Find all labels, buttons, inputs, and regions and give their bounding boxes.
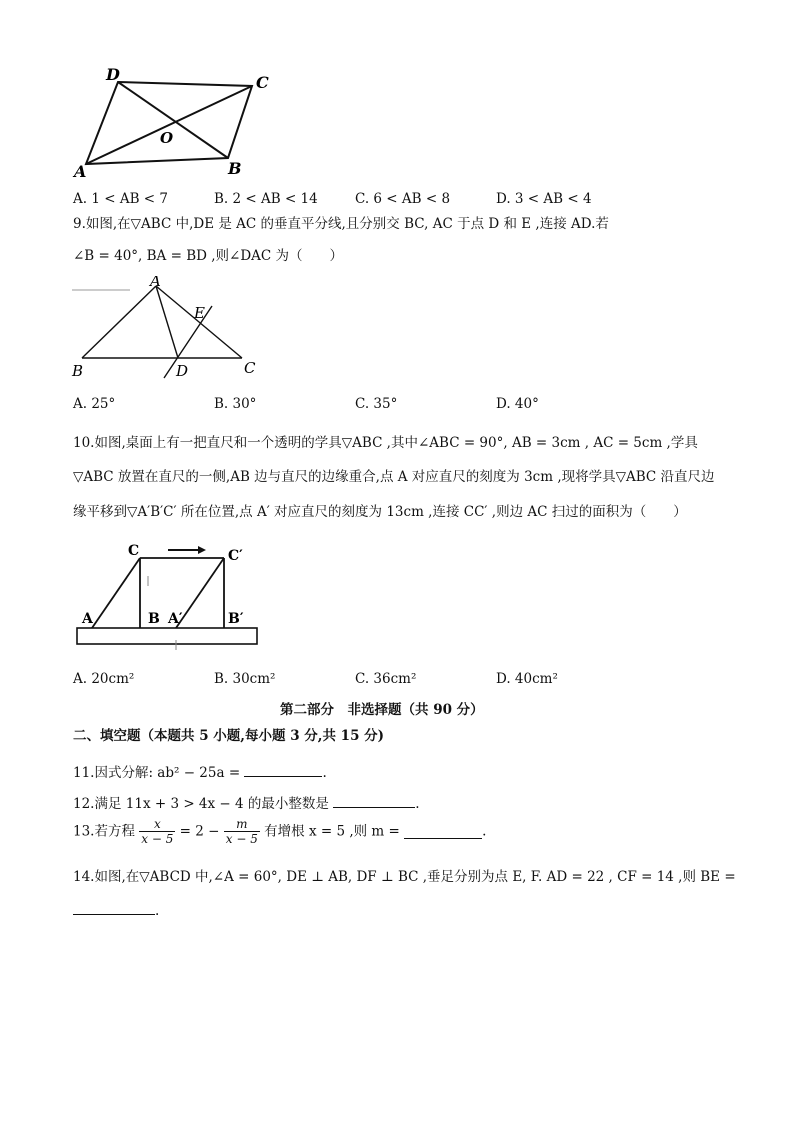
q9-triangle-figure [70, 276, 270, 384]
q11-answer-blank[interactable] [244, 762, 322, 777]
q10-option-a[interactable]: A. 20cm² [73, 671, 135, 687]
q8-option-c[interactable]: C. 6 < AB < 8 [355, 191, 451, 207]
q9-label-C: C [244, 359, 256, 377]
q8-label-B: B [228, 159, 242, 178]
q13-middle: = 2 − [179, 823, 220, 840]
q8-parallelogram-figure [70, 62, 280, 180]
fill-in-section-title: 二、填空题（本题共 5 小题,每小题 3 分,共 15 分) [73, 728, 385, 744]
q13-prefix: 13.若方程 [73, 823, 135, 840]
q13-question [73, 817, 486, 846]
q13-suffix: 有增根 x = 5 ,则 m = [264, 823, 400, 840]
q9-option-a[interactable]: A. 25° [73, 396, 116, 412]
q12-text: 12.满足 11x + 3 > 4x − 4 的最小整数是 [73, 796, 329, 812]
q13-frac2-denominator: x − 5 [225, 832, 258, 846]
q10-question-line1: 10.如图,桌面上有一把直尺和一个透明的学具▽ABC ,其中∠ABC = 90°, AB = 3cm , AC = 5cm ,学具 [73, 435, 698, 451]
q9-question-line1: 9.如图,在▽ABC 中,DE 是 AC 的垂直平分线,且分别交 BC, AC 于点 D 和 E ,连接 AD.若 [73, 216, 609, 232]
q13-answer-blank[interactable] [404, 824, 482, 839]
q10-option-c[interactable]: C. 36cm² [355, 671, 417, 687]
q12-end: . [415, 796, 420, 812]
q14-end: . [155, 903, 160, 919]
q8-label-A: A [74, 162, 87, 180]
q9-label-A: A [150, 276, 161, 290]
q13-fraction-1 [139, 817, 175, 846]
q10-question-line3: 缘平移到▽A′B′C′ 所在位置,点 A′ 对应直尺的刻度为 13cm ,连接 CC′ ,则边 AC 扫过的面积为（ ） [73, 504, 687, 520]
q10-label-B-prime: B′ [228, 611, 244, 627]
q10-label-C-prime: C′ [228, 548, 243, 564]
q13-frac1-numerator: x [139, 817, 175, 832]
q9-label-B: B [72, 362, 84, 380]
q10-option-d[interactable]: D. 40cm² [496, 671, 558, 687]
q8-label-O: O [160, 129, 174, 147]
q12-question [73, 793, 420, 813]
q9-label-E: E [194, 304, 205, 322]
q13-frac1-denominator: x − 5 [141, 832, 174, 846]
q13-fraction-2 [224, 817, 260, 846]
q11-end: . [322, 765, 327, 781]
q10-label-A-prime: A′ [168, 611, 183, 627]
q11-text: 11.因式分解: ab² − 25a = [73, 765, 241, 781]
q9-label-D: D [176, 362, 189, 380]
part2-heading: 第二部分 非选择题（共 90 分） [280, 702, 484, 718]
q8-label-D: D [106, 65, 120, 84]
q10-ruler-figure [70, 540, 270, 652]
q9-option-d[interactable]: D. 40° [496, 396, 539, 412]
q10-option-b[interactable]: B. 30cm² [214, 671, 276, 687]
q14-answer-line [73, 900, 159, 920]
q8-option-a[interactable]: A. 1 < AB < 7 [73, 191, 168, 207]
q14-question-line1: 14.如图,在▽ABCD 中,∠A = 60°, DE ⊥ AB, DF ⊥ BC ,垂足分别为点 E, F. AD = 22 , CF = 14 ,则 BE = [73, 869, 736, 885]
q13-frac2-numerator: m [224, 817, 260, 832]
q10-label-C: C [128, 543, 140, 559]
q9-option-b[interactable]: B. 30° [214, 396, 257, 412]
q12-answer-blank[interactable] [333, 793, 415, 808]
q8-label-C: C [256, 73, 269, 92]
q9-option-c[interactable]: C. 35° [355, 396, 398, 412]
q11-question [73, 762, 327, 782]
q9-question-line2: ∠B = 40°, BA = BD ,则∠DAC 为（ ） [73, 248, 344, 264]
q10-label-A: A [82, 611, 93, 627]
q10-label-B: B [148, 611, 160, 627]
ruler [77, 628, 257, 644]
q13-end: . [482, 823, 487, 840]
q14-answer-blank[interactable] [73, 900, 155, 915]
q10-question-line2: ▽ABC 放置在直尺的一侧,AB 边与直尺的边缘重合,点 A 对应直尺的刻度为 3cm ,现将学具▽ABC 沿直尺边 [73, 469, 715, 485]
q8-option-d[interactable]: D. 3 < AB < 4 [496, 191, 592, 207]
q8-option-b[interactable]: B. 2 < AB < 14 [214, 191, 318, 207]
